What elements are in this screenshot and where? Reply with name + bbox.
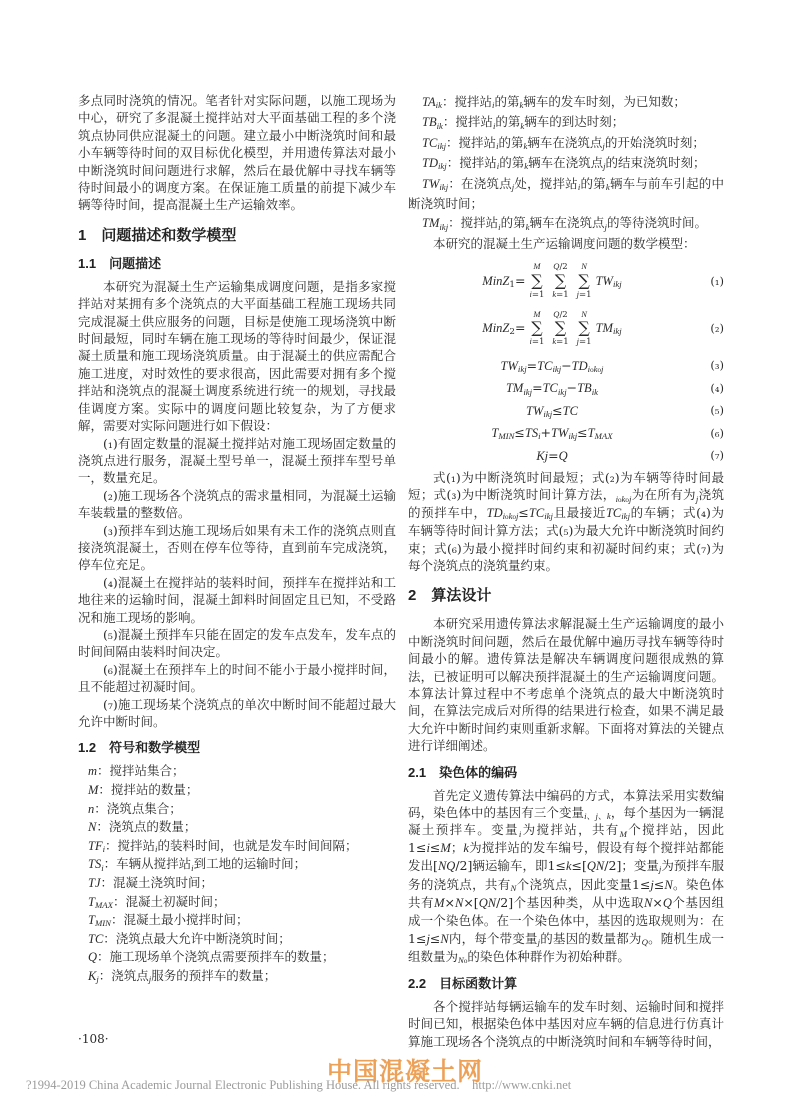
sum-operator: M ∑ i=1 [529, 261, 545, 300]
section-2-heading: 2 算法设计 [408, 587, 492, 605]
equation-number: (₅) [710, 403, 724, 418]
symbol-item: $T_{MIN}$：混凝土最小搅拌时间； [88, 912, 249, 929]
intro-paragraph: 多点同时浇筑的情况。笔者针对实际问题，以施工现场为中心，研究了多混凝土搅拌站对大平面基础工程的多个浇筑点协同供应混凝土的问题。建立最小中断浇筑时间和最小车辆等待时间的双目标优化模型，并用遗传算法对最小中断浇筑时间问题进行求解，然后在最优解中寻找车辆等待时间最小的调度方案。在保证施工质量的前提下减少车辆等待时间，提高混凝土生产运输效率。 [78, 93, 396, 213]
definition-item: $TC_{ikj}$：搅拌站$_i$的第$_k$辆车在浇筑点$_j$的开始浇筑时刻； [422, 134, 705, 151]
sum-operator: N ∑ j=1 [576, 308, 592, 348]
equation-number: (₇) [710, 448, 724, 463]
assumption-item-4: (₄)混凝土在搅拌站的装料时间，预拌车在搅拌站和工地往来的运输时间，混凝土卸料时间固定且已知，不受路况和施工现场的影响。 [78, 574, 396, 625]
sum-operator: Q/2 ∑ k=1 [552, 261, 569, 300]
equation-6-body: $T_{MIN}\le TS_i+TW_{ikj}\le T_{MAX}$ [491, 425, 613, 442]
equation-5-body: $TW_{ikj}\le TC$ [526, 402, 578, 419]
symbol-item: TJ：混凝土浇筑时间； [88, 874, 214, 890]
definition-item: $TD_{ikj}$：搅拌站$_i$的第$_k$辆车在浇筑点$_j$的结束浇筑时刻； [422, 155, 706, 172]
equation-number: (₂) [710, 321, 724, 336]
assumption-item-2: (₂)施工现场各个浇筑点的需求量相同，为混凝土运输车装载量的整数倍。 [78, 487, 396, 521]
section-2-2-heading: 2.2 目标函数计算 [408, 975, 518, 991]
sigma-icon: ∑ [531, 318, 543, 338]
symbol-item: m：搅拌站集合； [88, 763, 185, 779]
sigma-icon: ∑ [554, 318, 567, 338]
sigma-icon: ∑ [554, 271, 567, 291]
equation-number: (₆) [710, 425, 724, 440]
symbol-item: N：浇筑点的数量； [88, 819, 197, 835]
equation-7 [408, 447, 724, 465]
problem-description-paragraph: 本研究为混凝土生产运输集成调度问题，是指多家搅拌站对某拥有多个浇筑点的大平面基础工程施工现场共同完成混凝土供应服务的问题，目标是使施工现场浇筑中断时间最短，同时车辆在施工现场的等待时间最少，保证混凝土质量和施工现场浇筑质量。由于混凝土的供应需配合施工进度，对时效性的要求很高，因此需要对拥有多个搅拌站和浇筑点的混凝土调度系统进行统一的规划，寻找最佳调度方案。实际中的调度问题比较复杂，为了方便求解，需要对实际问题进行如下假设： [78, 278, 396, 434]
section-2-1-heading: 2.1 染色体的编码 [408, 764, 518, 780]
copyright-line: ?1994-2019 China Academic Journal Electronic Publishing House. All rights reserved. http://www.cnki.net [26, 1078, 572, 1092]
equation-1-body: MinZ$_1$= M ∑ i=1 Q/2 ∑ k=1 N ∑ j=1 $TW_{ikj}$ [482, 261, 622, 300]
section-1-2-heading: 1.2 符号和数学模型 [78, 740, 201, 756]
equation-2-body: MinZ$_2$= M ∑ i=1 Q/2 ∑ k=1 N ∑ j=1 $TM_{ikj}$ [482, 308, 622, 348]
symbol-item: $TF_i$：搅拌站$_i$的装料时间，也就是发车时间间隔； [88, 837, 358, 854]
algorithm-paragraph: 本研究采用遗传算法求解混凝土生产运输调度的最小中断浇筑时间问题，然后在最优解中遍历寻找车辆等待时间最小的解。遗传算法是解决车辆调度问题很成熟的算法，已被证明可以解决预拌混凝土的生产运输调度问题。本算法计算过程中不考虑单个浇筑点的最大中断浇筑时间，在算法完成后对所得的结果进行检查，如果不满足最大允许中断时间约束则重新求解。下面将对算法的关键点进行详细阐述。 [408, 616, 724, 754]
definition-item: $TB_{ik}$：搅拌站$_i$的第$_k$辆车的到达时刻； [422, 114, 625, 131]
section-1-heading: 1 问题描述和数学模型 [78, 226, 237, 244]
symbol-item: n：浇筑点集合； [88, 800, 182, 816]
symbol-list [78, 762, 396, 985]
section-1-1-heading: 1.1 问题描述 [78, 255, 162, 271]
equation-number: (₁) [710, 273, 724, 288]
equation-4 [408, 379, 724, 397]
encoding-paragraph: 首先定义遗传算法中编码的方式，本算法采用实数编码，染色体中的基因有三个变量$_{i、j、k}$，每个基因为一辆混凝土预拌车。变量$_i$为搅拌站，共有$_M$个搅拌站，因此1≤i≤M；k为搅拌站的发车编号，假设有每个搅拌站都能发出[NQ/2]辆运输车，即1≤k≤[QN/2]；变量$_j$为预拌车服务的浇筑点，共有$_N$个浇筑点，因此变量1≤j≤N。染色体共有M×N×[QN/2]个基因种类，从中选取N×Q个基因组成一个染色体。在一个染色体中，基因的选取规则为：在1≤j≤N内，每个带变量$_j$的基因的数量都为$_Q$。随机生成一组数量为$_{N_0}$的染色体种群作为初始种群。 [408, 787, 725, 967]
page-number: ·108· [78, 1032, 109, 1046]
symbol-item: $K_j$：浇筑点$_j$服务的预拌车的数量； [88, 967, 277, 985]
symbol-item: $TS_i$：车辆从搅拌站$_i$到工地的运输时间； [88, 856, 307, 873]
cnki-watermark: 中国混凝土网 [327, 1058, 484, 1086]
equation-2 [408, 310, 724, 348]
equation-6 [408, 424, 724, 442]
definition-item: $TW_{ikj}$：在浇筑点$_j$处，搅拌站$_i$的第$_k$辆车与前车引起的中断浇筑时间； [408, 175, 724, 212]
equation-explanation-paragraph: 式(₁)为中断浇筑时间最短；式(₂)为车辆等待时间最短；式(₃)为中断浇筑时间计算方法，$_{i_0k_0j}$为在所有为$_j$浇筑的预拌车中，$TD_{i_0k_0j}\le TC_{ikj}$且最接近$TC_{ikj}$的车辆；式(₄)为车辆等待时间计算方法；式(₅)为最大允许中断浇筑时间约束；式(₆)为最小搅拌时间约束和初凝时间约束；式(₇)为每个浇筑点的浇筑量约束。 [408, 469, 724, 573]
assumption-item-3: (₃)预拌车到达施工现场后如果有未工作的浇筑点则直接浇筑混凝土，否则在停车位等待，直到前车完成浇筑，停车位充足。 [78, 522, 396, 573]
symbol-item: TC：浇筑点最大允许中断浇筑时间； [88, 930, 291, 946]
right-column [408, 92, 724, 1050]
definition-item: $TA_{ik}$：搅拌站$_i$的第$_k$辆车的发车时刻，为已知数； [422, 94, 686, 111]
assumption-item-1: (₁)有固定数量的混凝土搅拌站对施工现场固定数量的浇筑点进行服务，混凝土型号单一，混凝土预拌车型号单一，数量充足。 [78, 435, 396, 486]
sum-operator: Q/2 ∑ k=1 [552, 308, 569, 348]
symbol-item: $T_{MAX}$：混凝土初凝时间； [88, 893, 226, 910]
equation-3-body: $TW_{ikj}=TC_{ikj}-TD_{i_0k_0j}$ [500, 357, 604, 376]
sum-operator: N ∑ j=1 [576, 261, 592, 300]
sigma-icon: ∑ [578, 271, 590, 291]
model-intro: 本研究的混凝土生产运输调度问题的数学模型： [433, 235, 696, 251]
assumption-item-5: (₅)混凝土预拌车只能在固定的发车点发车，发车点的时间间隔由装料时间决定。 [78, 626, 396, 660]
equation-3 [408, 357, 724, 375]
sigma-icon: ∑ [531, 271, 543, 291]
symbol-item: M：搅拌站的数量； [88, 782, 199, 797]
objective-paragraph: 各个搅拌站每辆运输车的发车时刻、运输时间和搅拌时间已知，根据染色体中基因对应车辆的信息进行仿真计算施工现场各个浇筑点的中断浇筑时间和车辆等待时间， [408, 998, 724, 1049]
equation-1 [408, 262, 724, 300]
equation-number: (₃) [710, 358, 724, 373]
equation-7-body: Kj=Q [536, 447, 568, 463]
variable-definition-list [408, 92, 724, 234]
symbol-item: Q：施工现场单个浇筑点需要预拌车的数量； [88, 949, 335, 965]
sigma-icon: ∑ [578, 318, 590, 338]
equation-number: (₄) [710, 380, 724, 395]
left-column [78, 92, 396, 986]
equation-4-body: $TM_{ikj}=TC_{ikj}-TB_{ik}$ [505, 380, 599, 397]
equation-5 [408, 402, 724, 420]
definition-item: $TM_{ikj}$：搅拌站$_i$的第$_k$辆车在浇筑点$_j$的等待浇筑时间。 [422, 215, 707, 232]
assumption-item-7: (₇)施工现场某个浇筑点的单次中断时间不能超过最大允许中断时间。 [78, 696, 396, 729]
sum-operator: M ∑ i=1 [529, 308, 545, 348]
assumption-item-6: (₆)混凝土在预拌车上的时间不能小于最小搅拌时间，且不能超过初凝时间。 [78, 661, 396, 695]
